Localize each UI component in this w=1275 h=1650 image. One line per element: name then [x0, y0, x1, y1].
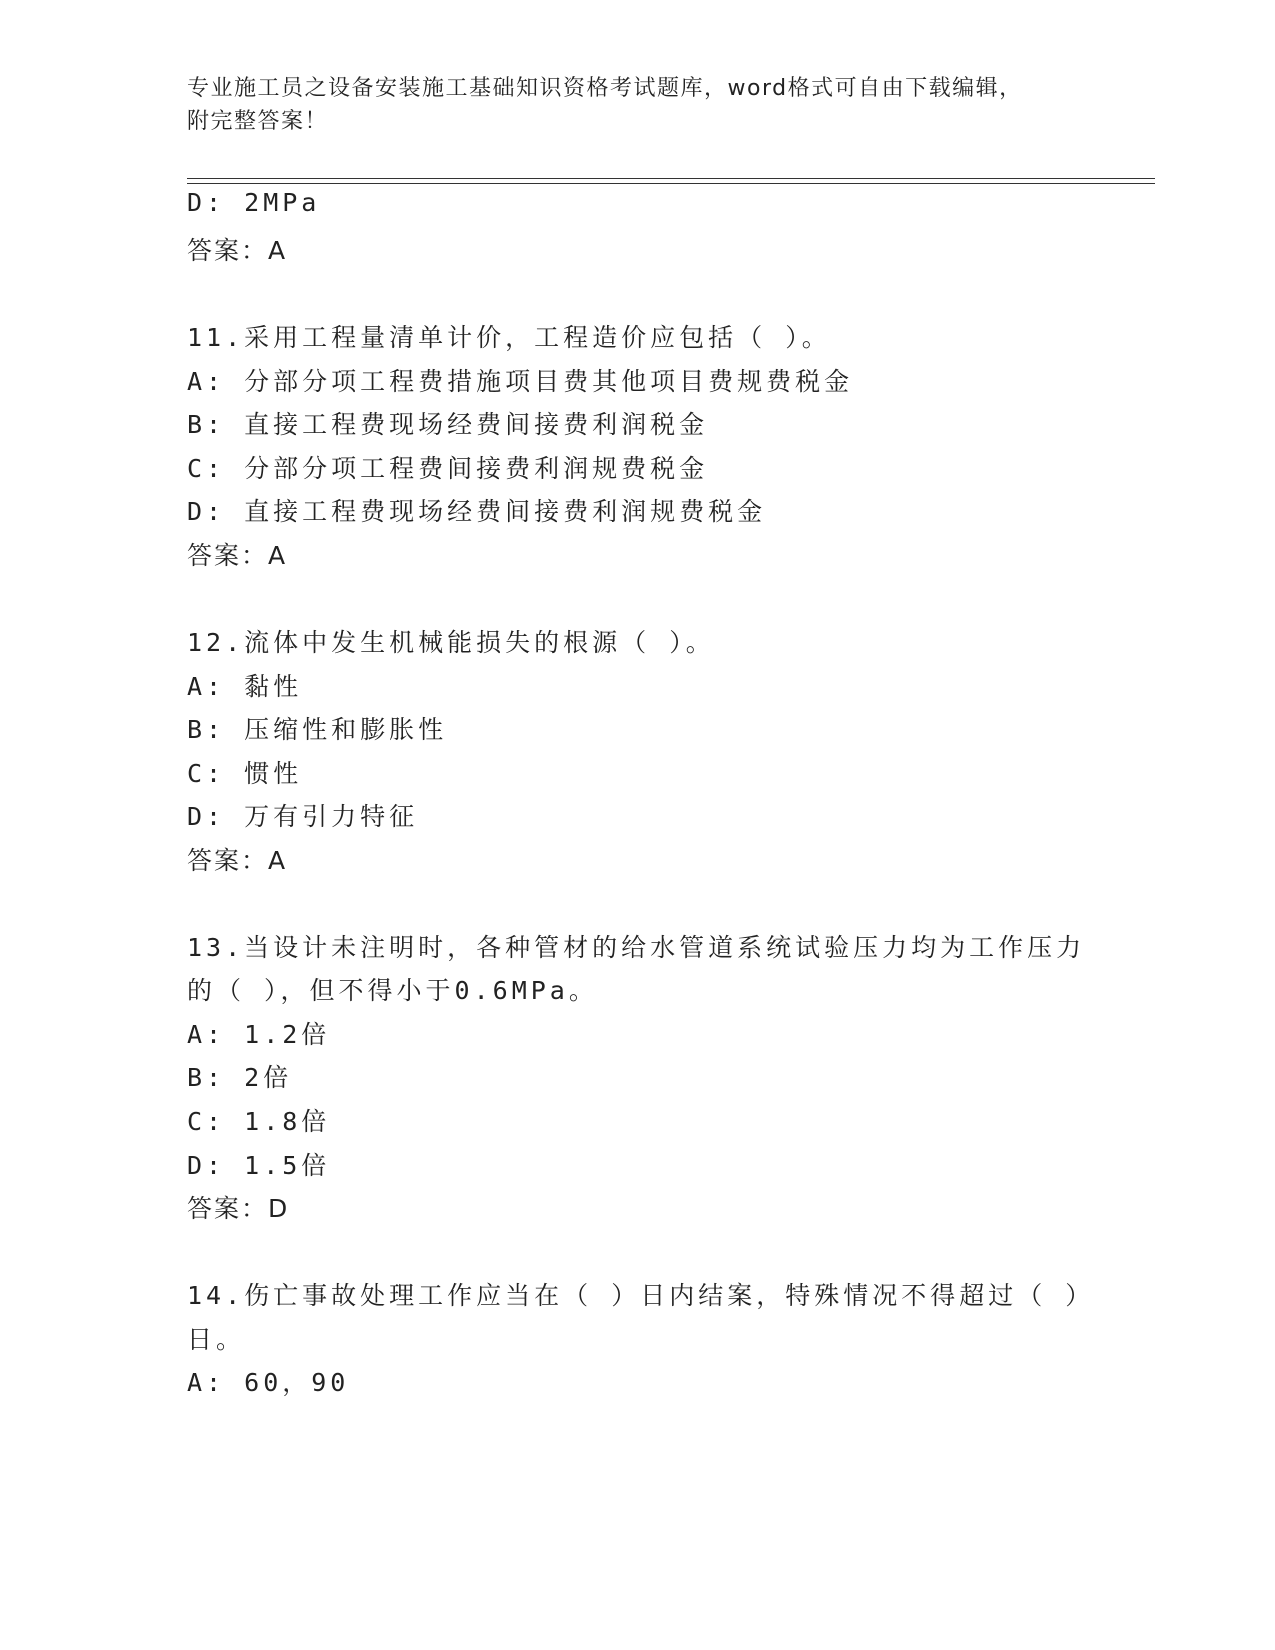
option-line: D: 1.5倍: [187, 1151, 331, 1180]
answer-line: 答案：A: [187, 541, 288, 570]
question-stem-continuation: 日。: [187, 1325, 246, 1354]
header-divider-bottom: [187, 183, 1155, 184]
header-divider-top: [187, 178, 1155, 179]
option-line: C: 1.8倍: [187, 1107, 331, 1136]
option-line: A: 分部分项工程费措施项目费其他项目费规费税金: [187, 367, 854, 396]
question-stem: 12.流体中发生机械能损失的根源（ ）。: [187, 628, 715, 657]
answer-line: 答案：A: [187, 846, 288, 875]
question-stem: 14.伤亡事故处理工作应当在（ ）日内结案，特殊情况不得超过（ ）: [187, 1281, 1095, 1310]
option-line: A: 60，90: [187, 1368, 350, 1397]
option-line: D: 万有引力特征: [187, 802, 419, 831]
answer-line: 答案：A: [187, 236, 288, 265]
option-line: B: 直接工程费现场经费间接费利润税金: [187, 410, 709, 439]
header-line-1: 专业施工员之设备安装施工基础知识资格考试题库，word格式可自由下载编辑，: [187, 76, 1023, 101]
question-stem: 13.当设计未注明时，各种管材的给水管道系统试验压力均为工作压力: [187, 933, 1086, 962]
option-line: A: 1.2倍: [187, 1020, 331, 1049]
option-line: D: 直接工程费现场经费间接费利润规费税金: [187, 497, 767, 526]
header-line-2: 附完整答案！: [187, 109, 329, 134]
option-line: C: 惯性: [187, 759, 303, 788]
option-line: D: 2MPa: [187, 188, 321, 217]
option-line: B: 压缩性和膨胀性: [187, 715, 448, 744]
option-line: C: 分部分项工程费间接费利润规费税金: [187, 454, 709, 483]
answer-line: 答案：D: [187, 1194, 290, 1223]
question-stem-continuation: 的（ ），但不得小于0.6MPa。: [187, 976, 598, 1005]
document-header: [187, 72, 1067, 138]
option-line: B: 2倍: [187, 1063, 293, 1092]
option-line: A: 黏性: [187, 672, 303, 701]
question-stem: 11.采用工程量清单计价，工程造价应包括（ ）。: [187, 323, 831, 352]
